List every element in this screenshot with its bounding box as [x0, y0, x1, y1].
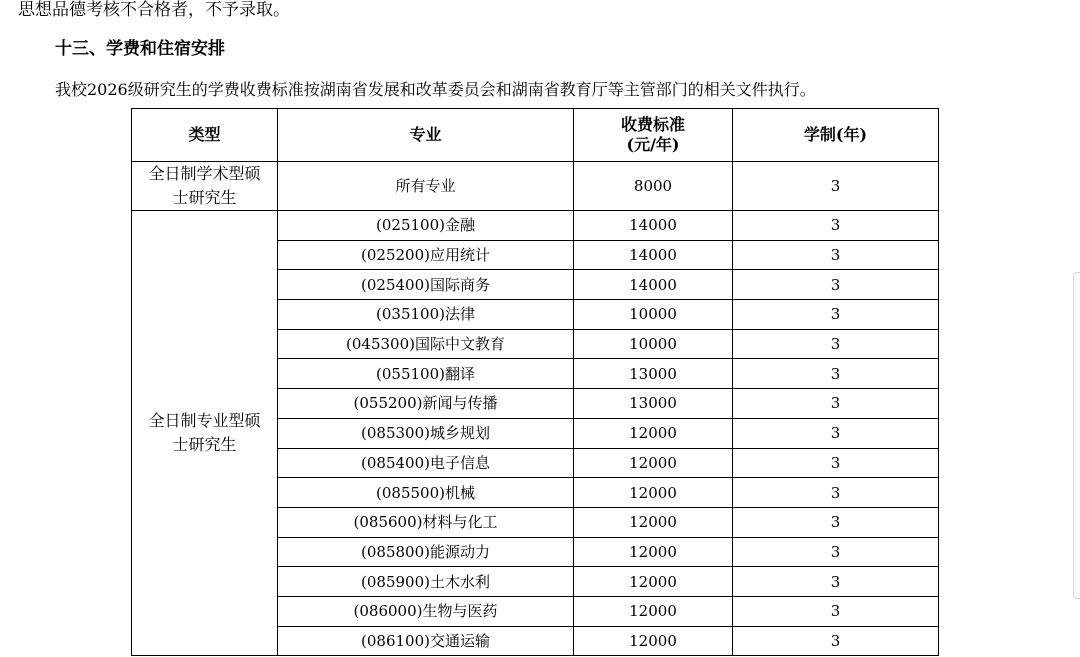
previous-text-line: 思想品德考核不合格者，不予录取。	[18, 0, 290, 20]
duration-cell: 3	[733, 211, 939, 241]
header-fee-line2: (元/年)	[626, 135, 680, 154]
major-cell: (035100)法律	[278, 300, 574, 330]
duration-cell: 3	[733, 418, 939, 448]
fee-cell: 12000	[574, 567, 733, 597]
duration-cell: 3	[733, 448, 939, 478]
type-cell-professional	[132, 211, 278, 656]
major-cell: (045300)国际中文教育	[278, 329, 574, 359]
duration-cell: 3	[733, 162, 939, 211]
header-fee	[574, 109, 733, 162]
fee-cell: 13000	[574, 389, 733, 419]
side-scroll-edge[interactable]	[1073, 272, 1080, 599]
major-cell: (025100)金融	[278, 211, 574, 241]
major-cell: (085500)机械	[278, 478, 574, 508]
fee-cell: 12000	[574, 418, 733, 448]
header-type: 类型	[132, 109, 278, 162]
duration-cell: 3	[733, 329, 939, 359]
major-cell: (055100)翻译	[278, 359, 574, 389]
type-cell-academic	[132, 162, 278, 211]
major-cell: (085400)电子信息	[278, 448, 574, 478]
major-cell: 所有专业	[278, 162, 574, 211]
fee-cell: 14000	[574, 240, 733, 270]
fee-cell: 12000	[574, 507, 733, 537]
fee-cell: 10000	[574, 300, 733, 330]
header-major: 专业	[278, 109, 574, 162]
major-cell: (085600)材料与化工	[278, 507, 574, 537]
duration-cell: 3	[733, 507, 939, 537]
duration-cell: 3	[733, 478, 939, 508]
fee-cell: 12000	[574, 596, 733, 626]
header-duration: 学制(年)	[733, 109, 939, 162]
table-header-row	[132, 109, 939, 162]
fee-cell: 12000	[574, 478, 733, 508]
duration-cell: 3	[733, 626, 939, 656]
duration-cell: 3	[733, 596, 939, 626]
major-cell: (025400)国际商务	[278, 270, 574, 300]
fee-cell: 13000	[574, 359, 733, 389]
major-cell: (086100)交通运输	[278, 626, 574, 656]
table-row	[132, 211, 939, 241]
fee-cell: 14000	[574, 270, 733, 300]
fee-cell: 12000	[574, 448, 733, 478]
table-row	[132, 162, 939, 211]
tuition-table	[131, 108, 939, 656]
major-cell: (025200)应用统计	[278, 240, 574, 270]
duration-cell: 3	[733, 300, 939, 330]
duration-cell: 3	[733, 359, 939, 389]
major-cell: (055200)新闻与传播	[278, 389, 574, 419]
section-heading: 十三、学费和住宿安排	[55, 39, 225, 59]
intro-paragraph: 我校2026级研究生的学费收费标准按湖南省发展和改革委员会和湖南省教育厅等主管部门的相关文件执行。	[55, 80, 816, 99]
major-cell: (085900)土木水利	[278, 567, 574, 597]
type-line2: 士研究生	[172, 188, 237, 207]
fee-cell: 14000	[574, 211, 733, 241]
fee-cell: 12000	[574, 537, 733, 567]
major-cell: (085800)能源动力	[278, 537, 574, 567]
duration-cell: 3	[733, 389, 939, 419]
duration-cell: 3	[733, 240, 939, 270]
type-line1: 全日制学术型硕	[148, 164, 261, 183]
major-cell: (085300)城乡规划	[278, 418, 574, 448]
type-line1: 全日制专业型硕	[148, 411, 261, 431]
fee-cell: 8000	[574, 162, 733, 211]
header-fee-line1: 收费标准	[620, 115, 685, 134]
type-line2: 士研究生	[172, 435, 237, 455]
fee-cell: 12000	[574, 626, 733, 656]
major-cell: (086000)生物与医药	[278, 596, 574, 626]
fee-cell: 10000	[574, 329, 733, 359]
duration-cell: 3	[733, 567, 939, 597]
duration-cell: 3	[733, 537, 939, 567]
duration-cell: 3	[733, 270, 939, 300]
